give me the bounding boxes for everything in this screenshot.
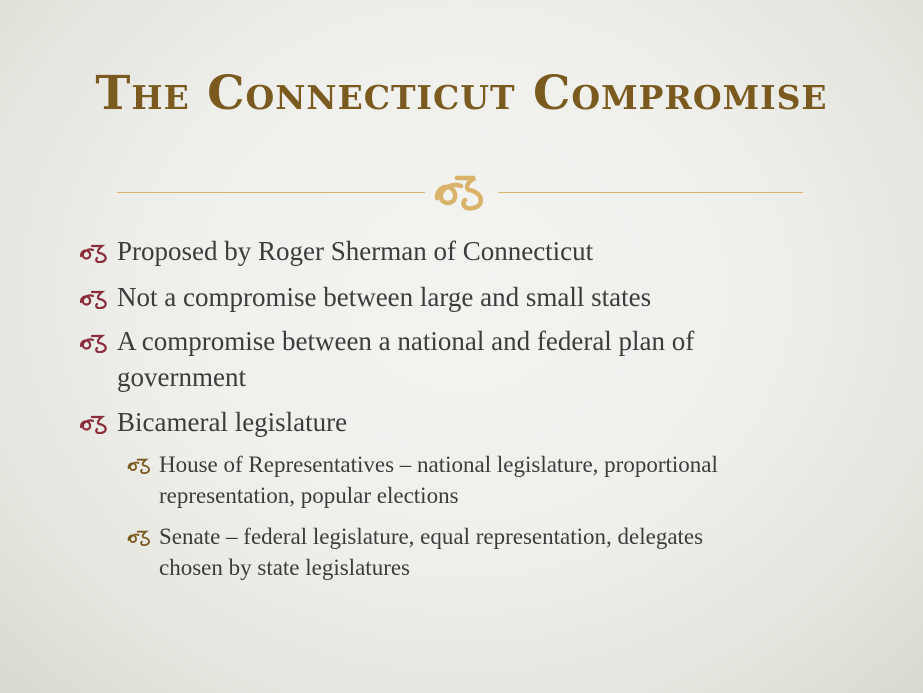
sub-bullet-item	[0, 450, 923, 512]
flourish-bullet-icon	[126, 529, 156, 546]
bullet-item	[0, 325, 923, 395]
flourish-bullet-icon	[78, 289, 114, 309]
bullet-text: Not a compromise between large and small states	[117, 282, 652, 312]
flourish-bullet-icon	[126, 457, 156, 474]
bullet-item	[0, 406, 923, 438]
bullet-text: Proposed by Roger Sherman of Connecticut	[117, 236, 594, 266]
flourish-bullet-icon	[78, 333, 114, 353]
flourish-bullet-icon	[78, 243, 114, 263]
bullet-item	[0, 235, 923, 267]
sub-bullet-item	[0, 522, 923, 584]
sub-bullet-text-line-1: Senate – federal legislature, equal representation, delegates	[159, 524, 704, 549]
bullet-item	[0, 281, 923, 313]
sub-bullet-text-line-1: House of Representatives – national legislature, proportional	[159, 452, 718, 477]
bullet-text-line-1: A compromise between a national and federal plan of	[117, 326, 695, 356]
bullet-text: Bicameral legislature	[117, 407, 348, 437]
sub-bullet-text-line-2: chosen by state legislatures	[159, 555, 411, 580]
sub-bullet-text-line-2: representation, popular elections	[159, 483, 459, 508]
slide-title: The Connecticut Compromise	[95, 66, 828, 121]
flourish-bullet-icon	[78, 414, 114, 434]
bullet-text-line-2: government	[117, 362, 246, 392]
